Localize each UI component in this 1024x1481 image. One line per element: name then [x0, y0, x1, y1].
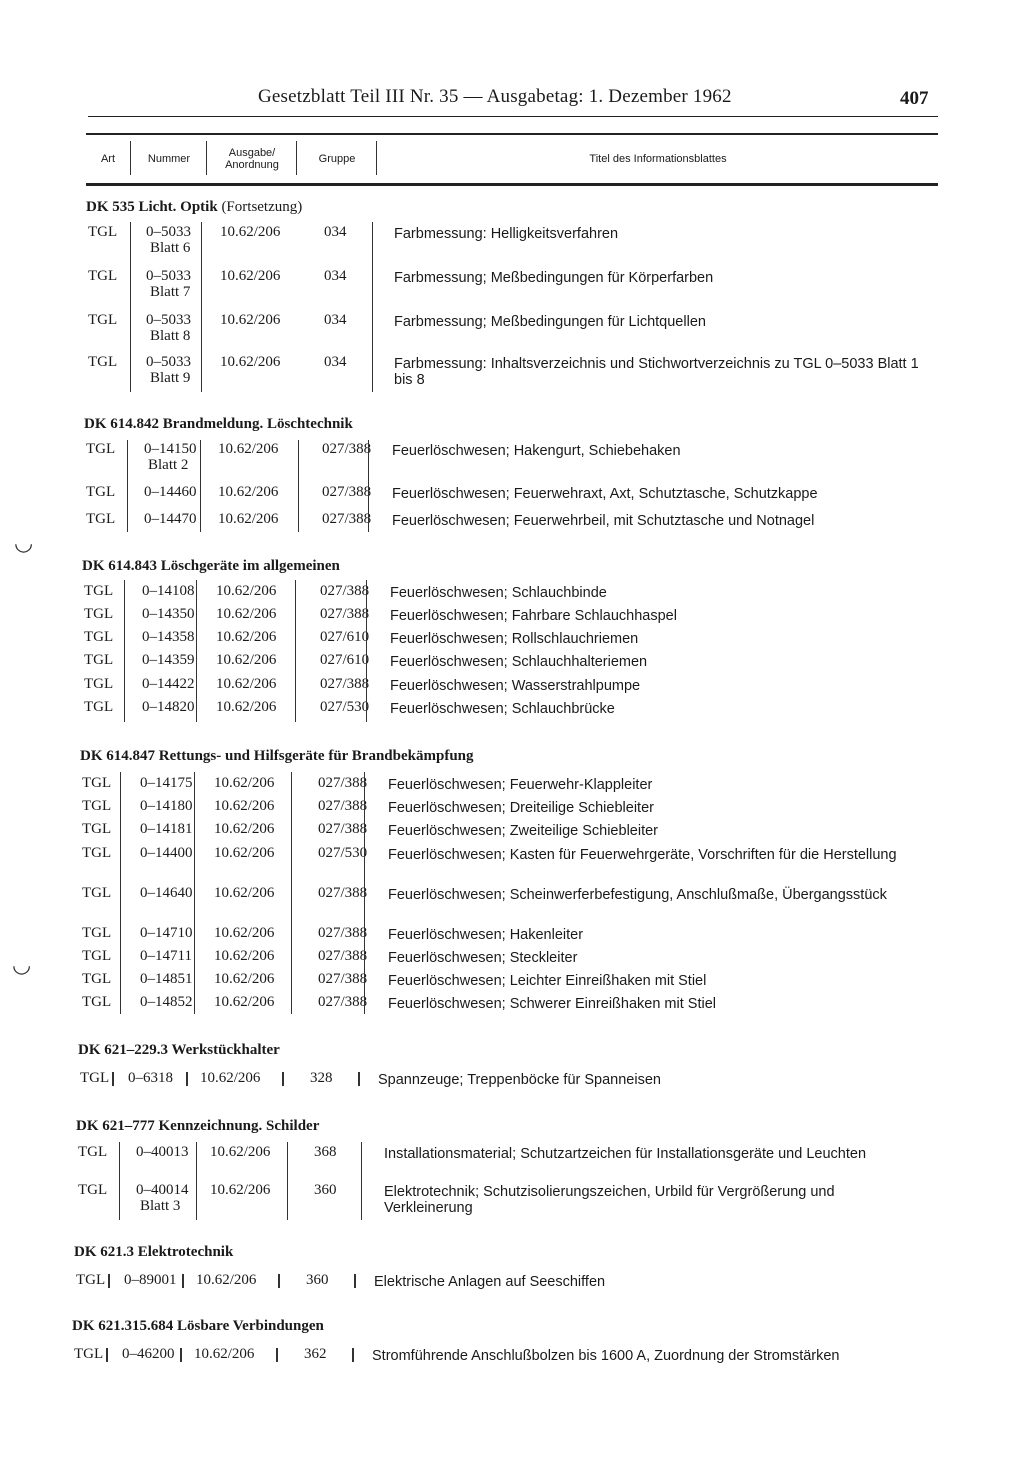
- column-header-gruppe: Gruppe: [318, 153, 356, 165]
- cell-titel: Feuerlöschwesen; Schlauchbrücke: [390, 701, 615, 717]
- cell-gruppe: 034: [324, 268, 347, 284]
- cell-ausgabe: 10.62/206: [214, 885, 275, 901]
- cell-art: TGL: [82, 775, 112, 791]
- cell-ausgabe: 10.62/206: [216, 606, 277, 622]
- cell-art: TGL: [86, 484, 116, 500]
- cell-art: TGL: [84, 606, 114, 622]
- column-divider: [368, 440, 369, 532]
- cell-titel: Stromführende Anschlußbolzen bis 1600 A, Zuordnung der Stromstärken: [372, 1348, 840, 1364]
- cell-ausgabe: 10.62/206: [220, 312, 281, 328]
- cell-titel: Farbmessung: Helligkeitsverfahren: [394, 226, 619, 242]
- cell-gruppe: 027/388: [320, 676, 370, 692]
- column-divider: [376, 141, 377, 175]
- cell-nummer: 0–14851: [140, 971, 193, 987]
- column-divider: [201, 222, 202, 392]
- cell-ausgabe: 10.62/206: [196, 1272, 257, 1288]
- cell-nummer: 0–5033: [146, 312, 191, 328]
- column-divider: [206, 141, 207, 175]
- inline-divider: [278, 1274, 280, 1288]
- cell-titel: Feuerlöschwesen; Feuerwehrbeil, mit Schutztasche und Notnagel: [392, 513, 815, 529]
- cell-nummer: 0–14711: [140, 948, 192, 964]
- cell-nummer: 0–14460: [144, 484, 197, 500]
- cell-gruppe: 027/388: [318, 994, 368, 1010]
- cell-gruppe: 027/388: [318, 821, 368, 837]
- cell-nummer: 0–14108: [142, 583, 195, 599]
- section-heading: [78, 1042, 280, 1059]
- cell-gruppe: 368: [314, 1144, 337, 1160]
- cell-ausgabe: 10.62/206: [200, 1070, 261, 1086]
- cell-gruppe: 034: [324, 312, 347, 328]
- cell-art: TGL: [88, 354, 118, 370]
- cell-ausgabe: 10.62/206: [216, 676, 277, 692]
- section-heading-text: DK 621.3 Elektrotechnik: [74, 1244, 234, 1260]
- cell-art: TGL: [86, 441, 116, 457]
- cell-gruppe: 027/388: [320, 606, 370, 622]
- cell-titel: Farbmessung; Meßbedingungen für Körperfarben: [394, 270, 714, 286]
- cell-nummer: 0–5033: [146, 354, 191, 370]
- cell-titel: Feuerlöschwesen; Leichter Einreißhaken mit Stiel: [388, 973, 707, 989]
- cell-gruppe: 034: [324, 224, 347, 240]
- cell-ausgabe: 10.62/206: [214, 775, 275, 791]
- inline-divider: [276, 1348, 278, 1362]
- cell-blatt: Blatt 3: [140, 1198, 181, 1214]
- page-number: 407: [900, 88, 929, 109]
- cell-ausgabe: 10.62/206: [214, 948, 275, 964]
- cell-art: TGL: [76, 1272, 106, 1288]
- cell-ausgabe: 10.62/206: [216, 583, 277, 599]
- cell-titel: Feuerlöschwesen; Scheinwerferbefestigung, Anschlußmaße, Übergangsstück: [388, 887, 887, 903]
- cell-nummer: 0–14422: [142, 676, 195, 692]
- column-divider: [296, 141, 297, 175]
- inline-divider: [354, 1274, 356, 1288]
- cell-art: TGL: [82, 845, 112, 861]
- inline-divider: [180, 1348, 182, 1362]
- cell-blatt: Blatt 2: [148, 457, 189, 473]
- cell-blatt: Blatt 8: [150, 328, 191, 344]
- cell-gruppe: 027/388: [318, 885, 368, 901]
- cell-art: TGL: [84, 699, 114, 715]
- cell-titel: Feuerlöschwesen; Schlauchbinde: [390, 585, 607, 601]
- inline-divider: [282, 1072, 284, 1086]
- cell-titel: Elektrische Anlagen auf Seeschiffen: [374, 1274, 606, 1290]
- cell-art: TGL: [86, 511, 116, 527]
- cell-art: TGL: [82, 885, 112, 901]
- column-header-ausgabe: Ausgabe/ Anordnung: [225, 147, 279, 171]
- cell-art: TGL: [82, 994, 112, 1010]
- column-divider: [196, 580, 197, 722]
- section-heading-text: DK 614.842 Brandmeldung. Löschtechnik: [84, 416, 353, 432]
- column-divider: [366, 580, 367, 722]
- cell-titel: Installationsmaterial; Schutzartzeichen für Installationsgeräte und Leuchten: [384, 1146, 867, 1162]
- cell-gruppe: 027/388: [318, 948, 368, 964]
- cell-titel: Spannzeuge; Treppenböcke für Spanneisen: [378, 1072, 661, 1088]
- cell-nummer: 0–14359: [142, 652, 195, 668]
- column-divider: [364, 772, 365, 1014]
- column-divider: [298, 440, 299, 532]
- cell-art: TGL: [84, 652, 114, 668]
- cell-titel: Feuerlöschwesen; Fahrbare Schlauchhaspel: [390, 608, 677, 624]
- cell-art: TGL: [82, 948, 112, 964]
- cell-art: TGL: [82, 925, 112, 941]
- cell-art: TGL: [82, 971, 112, 987]
- column-divider: [127, 440, 128, 532]
- cell-art: TGL: [82, 821, 112, 837]
- inline-divider: [182, 1274, 184, 1288]
- cell-blatt: Blatt 9: [150, 370, 191, 386]
- inline-divider: [352, 1348, 354, 1362]
- section-heading-text: DK 535 Licht. Optik: [86, 199, 218, 215]
- cell-titel: Feuerlöschwesen; Feuerwehraxt, Axt, Schutztasche, Schutzkappe: [392, 486, 818, 502]
- cell-titel: Feuerlöschwesen; Rollschlauchriemen: [390, 631, 639, 647]
- cell-titel: Feuerlöschwesen; Dreiteilige Schiebleiter: [388, 800, 654, 816]
- cell-ausgabe: 10.62/206: [218, 441, 279, 457]
- cell-art: TGL: [84, 629, 114, 645]
- cell-ausgabe: 10.62/206: [218, 511, 279, 527]
- cell-art: TGL: [74, 1346, 104, 1362]
- cell-gruppe: 027/388: [322, 441, 372, 457]
- column-divider: [361, 1142, 362, 1220]
- cell-gruppe: 027/530: [318, 845, 368, 861]
- cell-art: TGL: [84, 676, 114, 692]
- cell-gruppe: 328: [310, 1070, 333, 1086]
- section-heading-suffix: (Fortsetzung): [217, 199, 303, 215]
- column-divider: [130, 141, 131, 175]
- cell-titel: Feuerlöschwesen; Hakengurt, Schiebehaken: [392, 443, 681, 459]
- cell-nummer: 0–14640: [140, 885, 193, 901]
- cell-gruppe: 034: [324, 354, 347, 370]
- cell-ausgabe: 10.62/206: [214, 925, 275, 941]
- cell-titel: Feuerlöschwesen; Steckleiter: [388, 950, 578, 966]
- cell-nummer: 0–14150: [144, 441, 197, 457]
- cell-nummer: 0–14820: [142, 699, 195, 715]
- cell-gruppe: 360: [314, 1182, 337, 1198]
- cell-blatt: Blatt 7: [150, 284, 191, 300]
- cell-gruppe: 027/610: [320, 629, 370, 645]
- cell-ausgabe: 10.62/206: [214, 971, 275, 987]
- section-heading-text: DK 621–777 Kennzeichnung. Schilder: [76, 1118, 320, 1134]
- cell-gruppe: 027/388: [322, 484, 372, 500]
- cell-titel: Feuerlöschwesen; Schlauchhalteriemen: [390, 654, 648, 670]
- cell-nummer: 0–14350: [142, 606, 195, 622]
- column-divider: [124, 580, 125, 722]
- page-header-title: Gesetzblatt Teil III Nr. 35 — Ausgabetag: 1. Dezember 1962: [258, 86, 732, 107]
- cell-ausgabe: 10.62/206: [214, 845, 275, 861]
- cell-nummer: 0–6318: [128, 1070, 173, 1086]
- section-heading: [74, 1244, 233, 1261]
- cell-ausgabe: 10.62/206: [216, 699, 277, 715]
- cell-nummer: 0–14180: [140, 798, 193, 814]
- section-heading-text: DK 621–229.3 Werkstückhalter: [78, 1042, 280, 1058]
- inline-divider: [108, 1274, 110, 1288]
- column-divider: [291, 772, 292, 1014]
- cell-titel: Elektrotechnik; Schutzisolierungszeichen, Urbild für Vergrößerung und Verkleinerung: [384, 1184, 835, 1216]
- cell-ausgabe: 10.62/206: [216, 652, 277, 668]
- column-divider: [372, 222, 373, 392]
- cell-art: TGL: [84, 583, 114, 599]
- cell-ausgabe: 10.62/206: [220, 268, 281, 284]
- cell-gruppe: 027/388: [320, 583, 370, 599]
- cell-art: TGL: [88, 268, 118, 284]
- cell-gruppe: 027/388: [318, 798, 368, 814]
- cell-gruppe: 027/610: [320, 652, 370, 668]
- cell-gruppe: 027/388: [318, 971, 368, 987]
- cell-titel: Feuerlöschwesen; Feuerwehr-Klappleiter: [388, 777, 653, 793]
- column-header-row: [86, 133, 938, 186]
- cell-ausgabe: 10.62/206: [220, 354, 281, 370]
- cell-ausgabe: 10.62/206: [210, 1182, 271, 1198]
- section-heading-text: DK 614.847 Rettungs- und Hilfsgeräte für Brandbekämpfung: [80, 748, 474, 764]
- cell-gruppe: 027/388: [318, 925, 368, 941]
- cell-nummer: 0–5033: [146, 224, 191, 240]
- cell-gruppe: 360: [306, 1272, 329, 1288]
- cell-nummer: 0–46200: [122, 1346, 175, 1362]
- column-divider: [130, 222, 131, 392]
- cell-nummer: 0–89001: [124, 1272, 177, 1288]
- cell-nummer: 0–14710: [140, 925, 193, 941]
- cell-titel: Farbmessung; Meßbedingungen für Lichtquellen: [394, 314, 706, 330]
- cell-ausgabe: 10.62/206: [214, 994, 275, 1010]
- cell-ausgabe: 10.62/206: [210, 1144, 271, 1160]
- column-divider: [287, 1142, 288, 1220]
- cell-titel: Farbmessung: Inhaltsverzeichnis und Stichwortverzeichnis zu TGL 0–5033 Blatt 1 bis 8: [394, 356, 919, 388]
- cell-art: TGL: [88, 224, 118, 240]
- cell-art: TGL: [78, 1144, 108, 1160]
- cell-art: TGL: [78, 1182, 108, 1198]
- section-heading: [82, 558, 340, 575]
- cell-nummer: 0–14400: [140, 845, 193, 861]
- section-heading-text: DK 614.843 Löschgeräte im allgemeinen: [82, 558, 340, 574]
- inline-divider: [358, 1072, 360, 1086]
- section-heading: [80, 748, 474, 765]
- cell-ausgabe: 10.62/206: [216, 629, 277, 645]
- cell-gruppe: 027/388: [318, 775, 368, 791]
- cell-titel: Feuerlöschwesen; Hakenleiter: [388, 927, 584, 943]
- margin-mark: ◡: [14, 530, 34, 555]
- section-heading: [76, 1118, 319, 1135]
- cell-nummer: 0–14175: [140, 775, 193, 791]
- section-heading: [86, 199, 302, 216]
- cell-blatt: Blatt 6: [150, 240, 191, 256]
- column-divider: [194, 772, 195, 1014]
- column-header-titel: Titel des Informationsblattes: [589, 153, 727, 165]
- cell-nummer: 0–5033: [146, 268, 191, 284]
- cell-ausgabe: 10.62/206: [220, 224, 281, 240]
- column-header-art: Art: [100, 153, 116, 165]
- cell-titel: Feuerlöschwesen; Wasserstrahlpumpe: [390, 678, 641, 694]
- column-divider: [295, 580, 296, 722]
- column-divider: [200, 440, 201, 532]
- cell-gruppe: 027/530: [320, 699, 370, 715]
- column-header-nummer: Nummer: [147, 153, 191, 165]
- cell-art: TGL: [82, 798, 112, 814]
- cell-nummer: 0–40014: [136, 1182, 189, 1198]
- cell-ausgabe: 10.62/206: [194, 1346, 255, 1362]
- cell-ausgabe: 10.62/206: [218, 484, 279, 500]
- inline-divider: [186, 1072, 188, 1086]
- section-heading: [84, 416, 353, 433]
- cell-titel: Feuerlöschwesen; Zweiteilige Schiebleiter: [388, 823, 658, 839]
- cell-titel: Feuerlöschwesen; Kasten für Feuerwehrgeräte, Vorschriften für die Herstellung: [388, 847, 897, 863]
- header-rule: [88, 116, 938, 117]
- cell-gruppe: 362: [304, 1346, 327, 1362]
- column-divider: [120, 772, 121, 1014]
- cell-nummer: 0–14358: [142, 629, 195, 645]
- cell-nummer: 0–14852: [140, 994, 193, 1010]
- section-heading-text: DK 621.315.684 Lösbare Verbindungen: [72, 1318, 324, 1334]
- cell-gruppe: 027/388: [322, 511, 372, 527]
- cell-nummer: 0–40013: [136, 1144, 189, 1160]
- cell-nummer: 0–14181: [140, 821, 193, 837]
- cell-art: TGL: [88, 312, 118, 328]
- cell-nummer: 0–14470: [144, 511, 197, 527]
- cell-ausgabe: 10.62/206: [214, 798, 275, 814]
- cell-art: TGL: [80, 1070, 110, 1086]
- inline-divider: [106, 1348, 108, 1362]
- section-heading: [72, 1318, 324, 1335]
- column-divider: [119, 1142, 120, 1220]
- cell-ausgabe: 10.62/206: [214, 821, 275, 837]
- cell-titel: Feuerlöschwesen; Schwerer Einreißhaken mit Stiel: [388, 996, 716, 1012]
- column-divider: [196, 1142, 197, 1220]
- inline-divider: [112, 1072, 114, 1086]
- margin-mark: ◡: [12, 952, 32, 977]
